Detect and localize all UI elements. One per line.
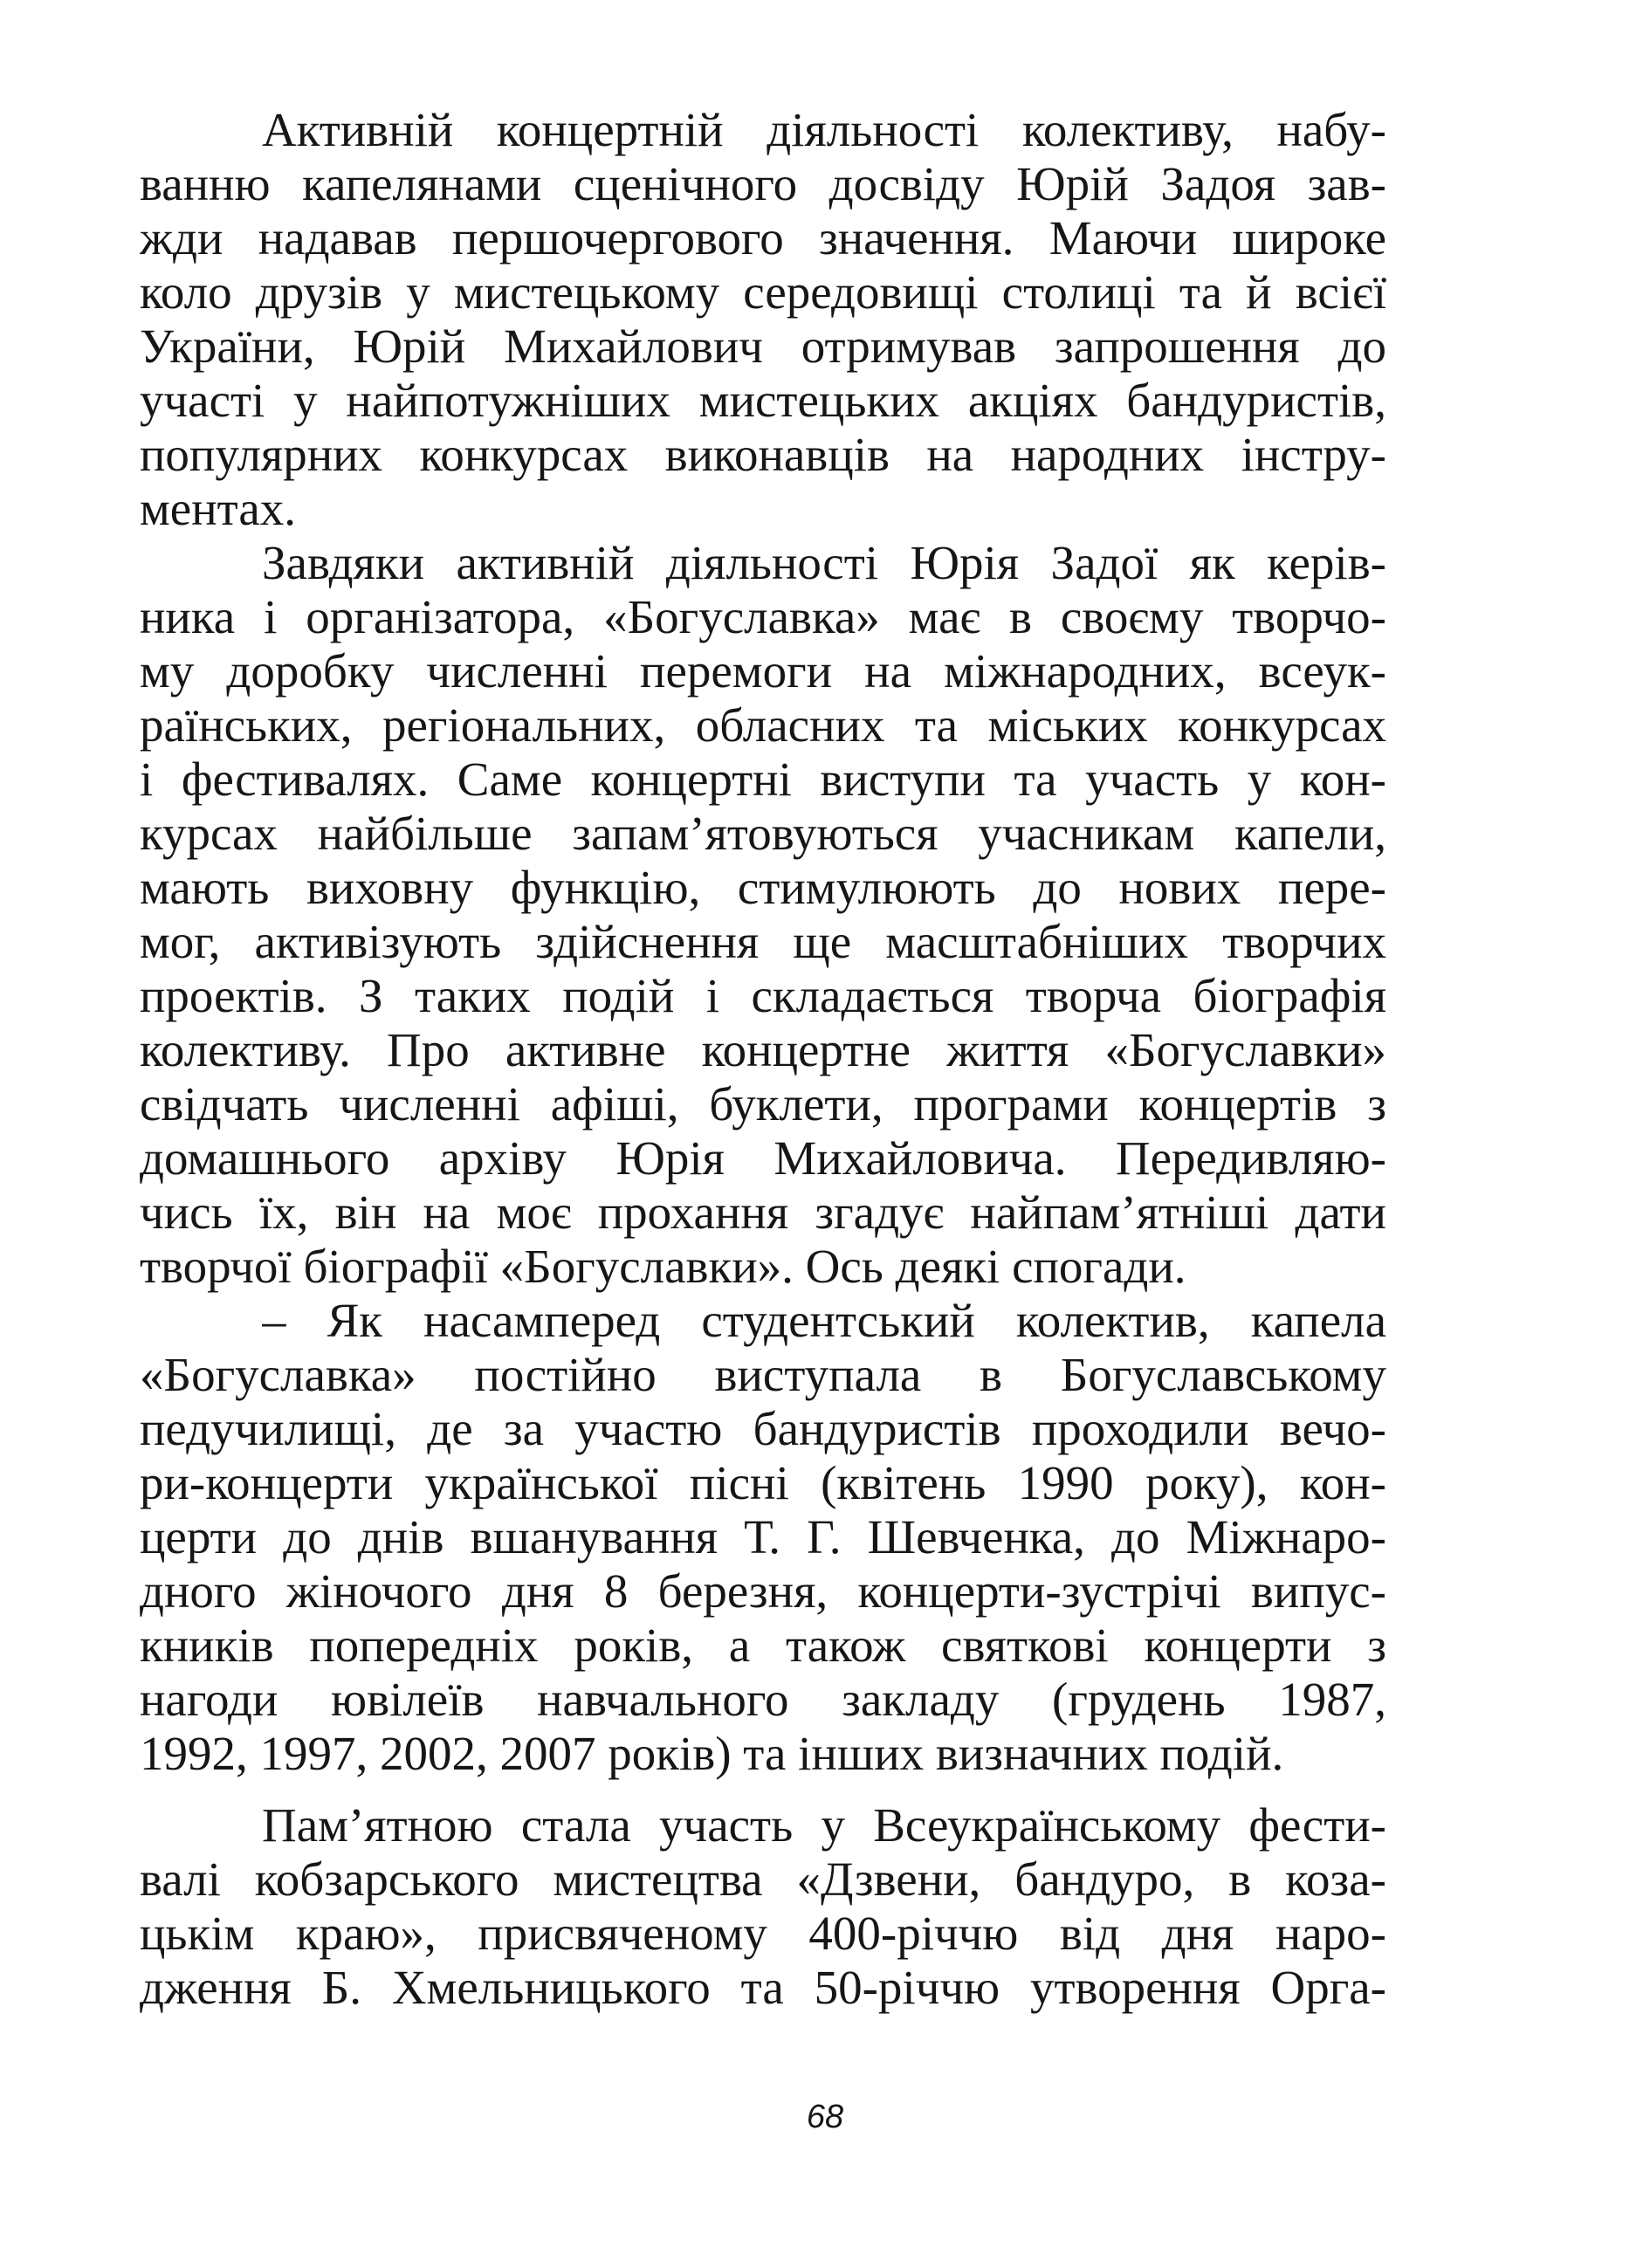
text-line: мають виховну функцію, стимулюють до нових пере- [140, 861, 1386, 914]
text-line: свідчать численні афіші, буклети, програми концертів з [140, 1077, 1386, 1131]
text-line: домашнього архіву Юрія Михайловича. Передивляю- [140, 1131, 1386, 1185]
text-line: 1992, 1997, 2002, 2007 років) та інших визначних подій. [140, 1727, 1284, 1780]
text-line: ментах. [140, 482, 297, 535]
text-line: колективу. Про активне концертне життя «Богуславки» [140, 1023, 1386, 1076]
text-line: Пам’ятною стала участь у Всеукраїнському фести- [262, 1798, 1386, 1852]
text-line: раїнських, регіональних, обласних та міських конкурсах [140, 698, 1386, 752]
text-line: нагоди ювілеїв навчального закладу (грудень 1987, [140, 1673, 1386, 1726]
text-line: курсах найбільше запам’ятовуються учасникам капели, [140, 807, 1386, 860]
text-line: популярних конкурсах виконавців на народних інстру- [140, 428, 1386, 481]
page-number: 68 [806, 2099, 844, 2135]
text-line: проектів. З таких подій і складається творча біографія [140, 969, 1386, 1022]
text-line: ника і організатора, «Богуславка» має в своєму творчо- [140, 590, 1386, 643]
text-line: жди надавав першочергового значення. Маючи широке [140, 211, 1386, 265]
text-line: кників попередніх років, а також святкові концерти з [140, 1619, 1386, 1672]
text-line: коло друзів у мистецькому середовищі столиці та й всієї [140, 265, 1386, 319]
text-line: – Як насамперед студентський колектив, капела [262, 1294, 1386, 1347]
text-line: участі у найпотужніших мистецьких акціях бандуристів, [140, 374, 1386, 427]
text-line: ванню капелянами сценічного досвіду Юрій Задоя зав- [140, 157, 1386, 210]
text-line: Завдяки активній діяльності Юрія Задої як керів- [262, 536, 1386, 589]
text-line: церти до днів вшанування Т. Г. Шевченка, до Міжнаро- [140, 1510, 1386, 1564]
text-line: Активній концертній діяльності колективу, набу- [262, 103, 1386, 156]
text-line: дного жіночого дня 8 березня, концерти-зустрічі випус- [140, 1564, 1386, 1618]
text-line: «Богуславка» постійно виступала в Богуславському [140, 1348, 1386, 1401]
text-line: цькім краю», присвяченому 400-річчю від дня наро- [140, 1907, 1386, 1960]
text-line: і фестивалях. Саме концертні виступи та участь у кон- [140, 753, 1386, 806]
text-line: му доробку численні перемоги на міжнародних, всеук- [140, 644, 1386, 698]
text-line: дження Б. Хмельницького та 50-річчю утворення Орга- [140, 1961, 1386, 2014]
text-line: творчої біографії «Богуславки». Ось деякі спогади. [140, 1240, 1186, 1293]
text-line: мог, активізують здійснення ще масштабніших творчих [140, 915, 1386, 968]
text-line: педучилищі, де за участю бандуристів проходили вечо- [140, 1402, 1386, 1455]
text-line: України, Юрій Михайлович отримував запрошення до [140, 320, 1386, 373]
text-line: ри-концерти української пісні (квітень 1990 року), кон- [140, 1456, 1386, 1509]
text-line: чись їх, він на моє прохання згадує найпам’ятніші дати [140, 1186, 1386, 1239]
book-page [140, 103, 1386, 2216]
text-line: валі кобзарського мистецтва «Дзвени, бандуро, в коза- [140, 1852, 1386, 1906]
